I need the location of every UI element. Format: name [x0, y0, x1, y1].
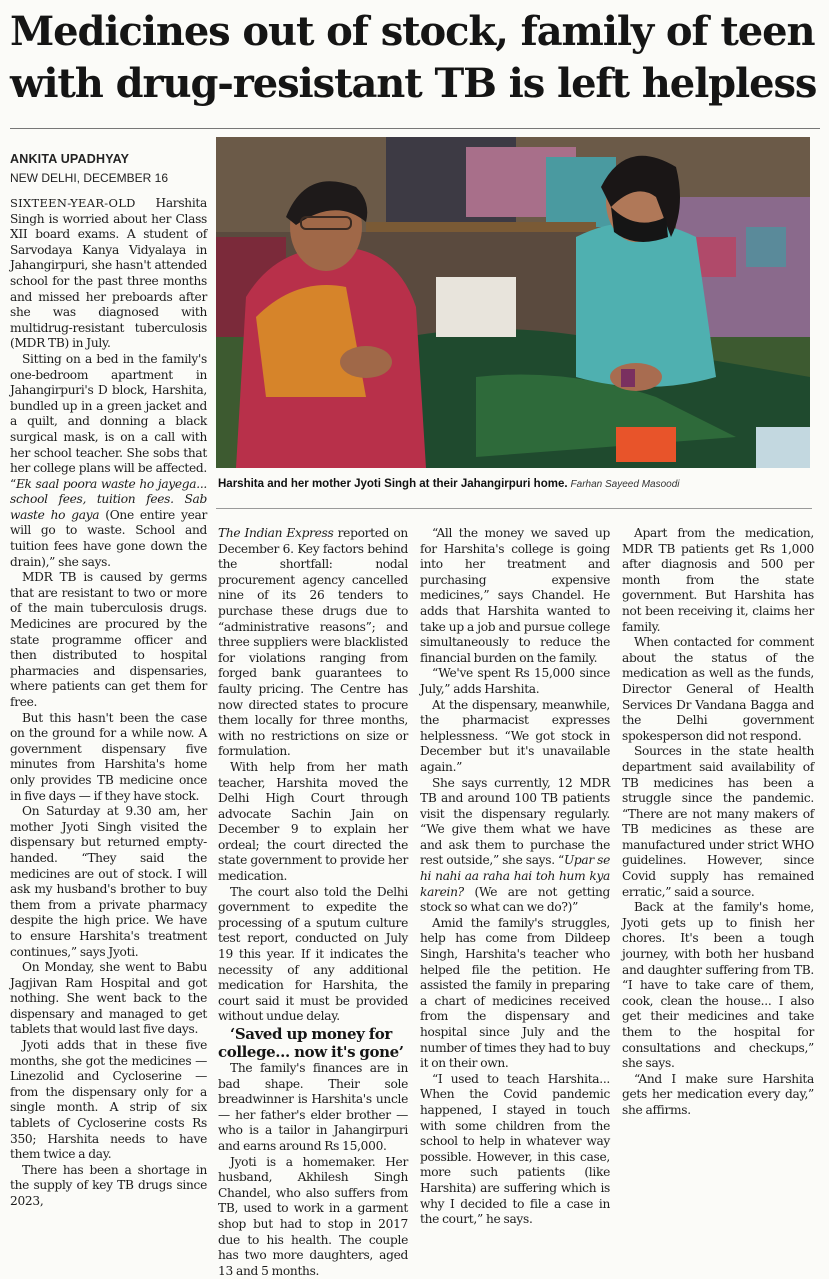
- paragraph-8-start: There has been a shortage in the supply of key TB drugs since 2023,: [10, 1162, 207, 1208]
- byline: ANKITA UPADHYAY: [10, 152, 130, 166]
- paragraph-12: Jyoti is a homemaker. Her husband, Akhilesh Singh Chandel, who also suffers from TB, used to work in a garment shop but had to stop in 2017 due to his health. The couple has two more daughters, aged 13 and 5 months.: [218, 1154, 408, 1278]
- paragraph-1: SIXTEEN-YEAR-OLD Harshita Singh is worried about her Class XII board exams. A student of Sarvodaya Kanya Vidyalaya in Jahangirpuri, she hasn't attended school for the past three months and missed her preboards after she was diagnosed with multidrug-resistant tuberculosis (MDR TB) in July.: [10, 196, 207, 351]
- photo-caption: [218, 478, 818, 490]
- paragraph-6: On Monday, she went to Babu Jagjivan Ram Hospital and got nothing. She went back to the dispensary and managed to get tablets that would last five days.: [10, 960, 207, 1037]
- lead-caps: SIXTEEN-YEAR-OLD: [10, 196, 136, 210]
- article-photo: [216, 137, 810, 468]
- caption-rule: [216, 508, 812, 509]
- paragraph-10: The court also told the Delhi government to expedite the processing of a sputum culture test report, conducted on July 19 this year. If it indicates the necessity of any additional medication for Harshita, the court said it must be provided without undue delay.: [218, 884, 408, 1024]
- paragraph-21: Sources in the state health department said availability of TB medicines has been a struggle since the pandemic. “There are not many makers of TB medicines as these are manufactured under strict WHO guidelines. However, since Covid supply has remained erratic,” said a source.: [622, 744, 814, 899]
- photo-credit: Farhan Sayeed Masoodi: [570, 479, 680, 490]
- article-column-4: [622, 526, 814, 1200]
- caption-text: Harshita and her mother Jyoti Singh at their Jahangirpuri home.: [218, 478, 568, 490]
- paragraph-22: Back at the family's home, Jyoti gets up to finish her chores. It's been a tough journey, with both her husband and daughter suffering from TB. “I have to take care of them, cook, clean the house... I also get their medicines and take them to the hospital for consultations and checkups,” she says.: [622, 900, 814, 1071]
- paragraph-11: The family's finances are in bad shape. Their sole breadwinner is Harshita's uncle — her father's elder brother — who is a tailor in Jahangirpuri and earns around Rs 15,000.: [218, 1061, 408, 1153]
- paragraph-4: But this hasn't been the case on the ground for a while now. A government dispensary five minutes from Harshita's home only provides TB medicine once in five days — if they have stock.: [10, 710, 207, 803]
- paragraph-13: “All the money we saved up for Harshita's college is going into her treatment and purchasing expensive medicines,” says Chandel. He adds that Harshita wanted to take up a job and pursue college simultaneously to reduce the financial burden on the family.: [420, 526, 610, 665]
- paragraph-18: “I used to teach Harshita... When the Covid pandemic happened, I stayed in touch with some children from the school to help in whatever way possible. However, in this case, more such patients (like Harshita) are suffering which is why I decided to file a case in the court,” he says.: [420, 1071, 610, 1227]
- paragraph-17: Amid the family's struggles, help has come from Dildeep Singh, Harshita's teacher who helped file the petition. He assisted the family in preparing a chart of medicines received from the dispensary and hospital since July and the number of times they had to buy it on their own.: [420, 915, 610, 1071]
- article-column-1: [10, 196, 207, 1208]
- paragraph-16: She says currently, 12 MDR TB and around 100 TB patients visit the dispensary regularly. “We give them what we have and ask them to purchase the rest outside,” she says. “Upar se hi nahi aa raha hai toh hum kya karein? (We are not getting stock so what can we do?)”: [420, 775, 610, 915]
- paragraph-14: “We've spent Rs 15,000 since July,” adds Harshita.: [420, 666, 610, 696]
- headline: Medicines out of stock, family of teen with drug-resistant TB is left helpless: [10, 8, 817, 107]
- paragraph-5: On Saturday at 9.30 am, her mother Jyoti Singh visited the dispensary but returned empty-handed. “They said the medicines are out of stock. I will ask my husband's brother to buy them from a private pharmacy despite the high price. We have to ensure Harshita's treatment continues,” says Jyoti.: [10, 804, 207, 959]
- paragraph-9: With help from her math teacher, Harshita moved the Delhi High Court through advocate Sachin Jain on December 9 to explain her ordeal; the court directed the state government to provide her medication.: [218, 759, 408, 884]
- dateline: NEW DELHI, DECEMBER 16: [10, 171, 169, 185]
- paragraph-20: When contacted for comment about the status of the medication as well as the funds, Director General of Health Services Dr Vandana Bagga and the Delhi government spokesperson did not respond.: [622, 635, 814, 743]
- paragraph-15: At the dispensary, meanwhile, the pharmacist expresses helplessness. “We got stock in December but it's unavailable again.”: [420, 697, 610, 774]
- paragraph-8-continued: The Indian Express reported on December 6. Key factors behind the shortfall: nodal procurement agency cancelled nine of its 26 tenders to purchase these drugs due to “administrative reasons”; and three suppliers were blacklisted for violations ranging from forged bank guarantees to faulty pricing. The Centre has now directed states to procure them locally for three months, with no restrictions on size or formulation.: [218, 526, 408, 759]
- paragraph-7: Jyoti adds that in these five months, she got the medicines — Linezolid and Cycloserine — from the dispensary only for a single month. A strip of six tablets of Cycloserine costs Rs 350; Harshita needs to have them twice a day.: [10, 1038, 207, 1162]
- subhead: ‘Saved up money for college... now it's gone’: [218, 1025, 404, 1061]
- article-column-2: [218, 526, 408, 1278]
- article-column-3: [420, 526, 610, 1227]
- paragraph-3: MDR TB is caused by germs that are resistant to two or more of the main tuberculosis drugs. Medicines are procured by the state programme officer and then distributed to hospital pharmacies and dispensaries, where patients can get them for free.: [10, 570, 207, 709]
- headline-rule: [10, 128, 820, 129]
- paragraph-19: Apart from the medication, MDR TB patients get Rs 1,000 after diagnosis and 500 per month from the state government. But Harshita has not been receiving it, claims her family.: [622, 526, 814, 634]
- paragraph-23: “And I make sure Harshita gets her medication every day,” she affirms.: [622, 1071, 814, 1117]
- paragraph-2: Sitting on a bed in the family's one-bedroom apartment in Jahangirpuri's D block, Harshita, bundled up in a green jacket and a quilt, and donning a black surgical mask, is on a call with her school teacher. She sobs that her college plans will be affected. “Ek saal poora waste ho jayega... school fees, tuition fees. Sab waste ho gaya (One entire year will go to waste. School and tuition fees have gone down the drain),” she says.: [10, 351, 207, 569]
